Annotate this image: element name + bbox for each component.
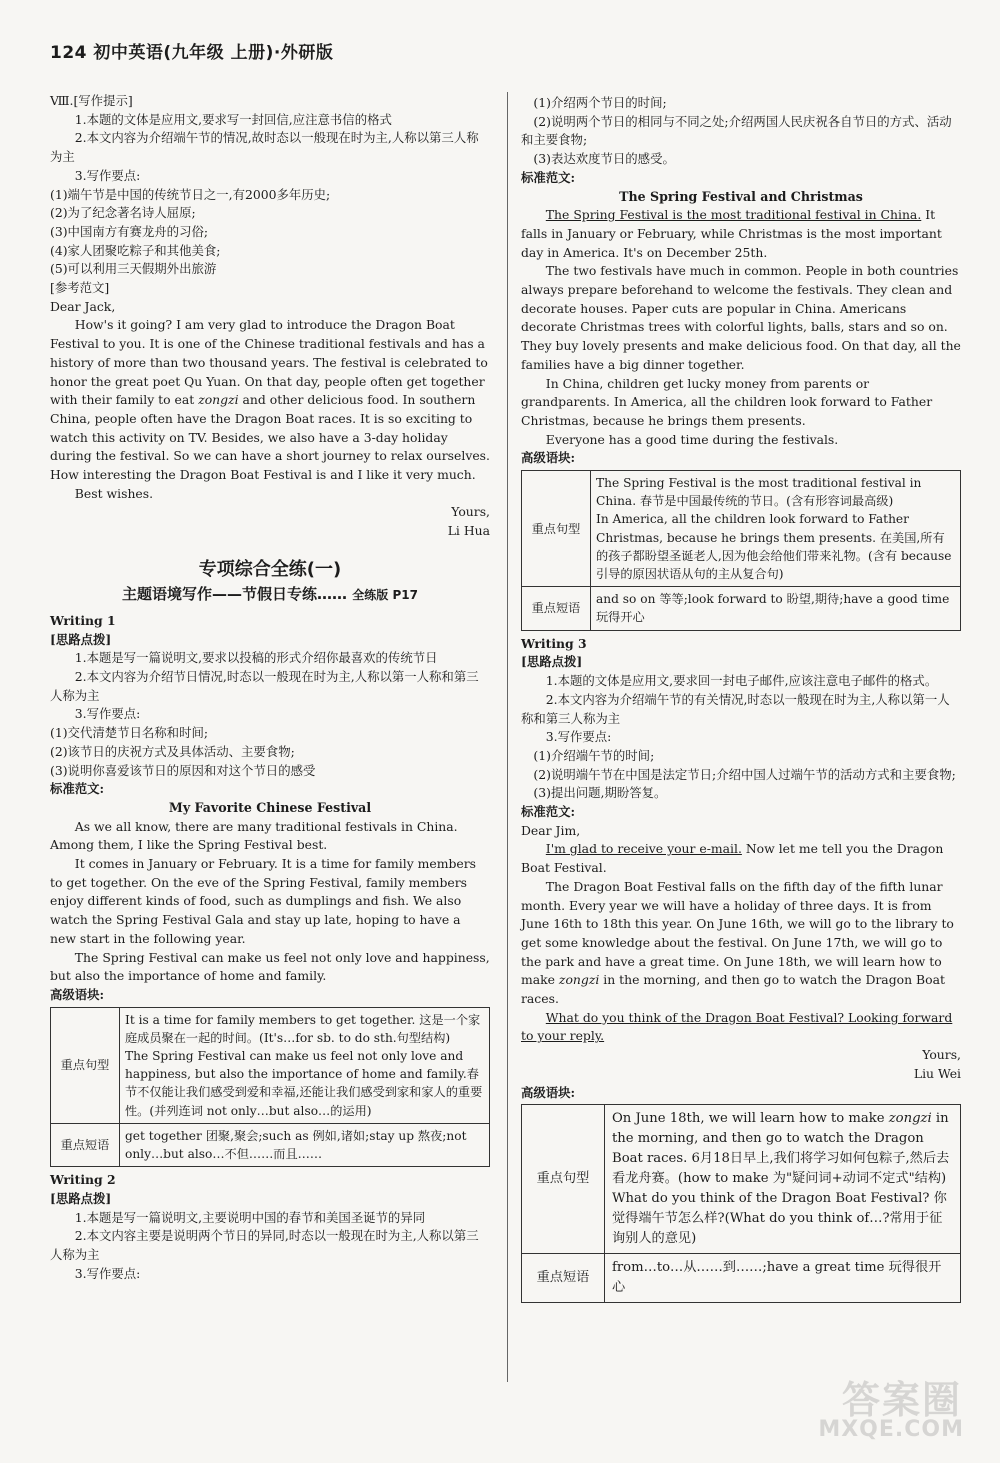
advanced-label: 高级语块: (50, 986, 105, 1002)
writing2-label: Writing 2 (50, 1172, 116, 1188)
tip-line: 3.写作要点: (545, 729, 612, 745)
tip-line: 2.本文内容主要是说明两个节日的异同,时态以一般现在时为主,人称以第三人称为主 (50, 1228, 479, 1263)
watermark-text: 答案圈 (841, 1378, 962, 1422)
letter-signer: Li Hua (447, 523, 490, 539)
page-header: 124 初中英语(九年级 上册)·外研版 (50, 43, 334, 63)
tip-line: 2.本文内容为介绍端午节的情况,故时态以一般现在时为主,人称以第三人称为主 (50, 130, 479, 165)
table-row (51, 1123, 490, 1166)
reference-label: [参考范文] (50, 280, 110, 296)
writing3-label: Writing 3 (521, 635, 587, 651)
tip-line: 1.本题的文体是应用文,要求写一封回信,应注意书信的格式 (74, 111, 392, 127)
tip-line: (3)表达欢度节日的感受。 (533, 151, 675, 167)
left-column (50, 92, 490, 1283)
tip-line: (3)中国南方有赛龙舟的习俗; (50, 223, 209, 239)
tip-label: [思路点拨] (50, 631, 112, 647)
tip-line: (1)介绍两个节日的时间; (533, 95, 667, 110)
tip-line: 1.本题是写一篇说明文,主要说明中国的春节和美国圣诞节的异同 (74, 1209, 426, 1225)
tip-line: (3)提出问题,期盼答复。 (533, 785, 667, 801)
row-head: 重点短语 (51, 1123, 120, 1166)
tip-line: (2)说明端午节在中国是法定节日;介绍中国人过端午节的活动方式和主要食物; (533, 766, 956, 782)
letter-yours: Yours, (451, 504, 490, 520)
section-subtitle: 主题语境写作——节假日专练…… 全练版 P17 (122, 584, 418, 603)
tip-line: (2)该节日的庆祝方式及具体活动、主要食物; (50, 743, 295, 759)
essay-paragraph: As we all know, there are many traditional festivals in China. Among them, I like the Spring Festival best. (50, 818, 458, 853)
tip-label: [思路点拨] (50, 1190, 112, 1206)
table-row (51, 1007, 490, 1123)
section-label: Ⅷ.[写作提示] (50, 93, 133, 108)
right-column (521, 94, 961, 1307)
watermark-url: MXQE.COM (818, 1417, 964, 1442)
tip-line: (1)介绍端午节的时间; (533, 747, 655, 763)
row-head: 重点句型 (51, 1007, 120, 1123)
essay-paragraph: Everyone has a good time during the festivals. (545, 431, 839, 447)
tip-line: 3.写作要点: (74, 1265, 141, 1281)
row-content: The Spring Festival is the most traditional festival in China. 春节是中国最传统的节日。(含有形容词最高级) In America, all the children look forward to Father Christmas, because he brings them presents. 在美国,所有的孩子都盼望圣诞老人,因为他会给他们带来礼物。(含有 because 引导的原因状语从句的主从复合句) (591, 471, 961, 587)
advanced-label: 高级语块: (521, 1084, 576, 1100)
essay-paragraph: The Spring Festival can make us feel not only love and happiness, but also the importance of home and family. (50, 949, 490, 984)
table-row (522, 1254, 961, 1303)
tip-line: 1.本题的文体是应用文,要求回一封电子邮件,应该注意电子邮件的格式。 (545, 673, 938, 689)
tip-line: (3)说明你喜爱该节日的原因和对这个节日的感受 (50, 762, 316, 778)
tip-line: 1.本题是写一篇说明文,要求以投稿的形式介绍你最喜欢的传统节日 (74, 650, 438, 666)
essay-paragraph: The Spring Festival is the most traditional festival in China. It falls in January or February, while Christmas is the most important day in America. It's on December 25th. (521, 207, 942, 260)
row-content: get together 团聚,聚会;such as 例如,诸如;stay up 熬夜;not only…but also…不但……而且…… (120, 1123, 490, 1166)
tip-line: 3.写作要点: (74, 167, 141, 183)
letter-signer: Liu Wei (913, 1065, 961, 1081)
standard-label: 标准范文: (50, 781, 105, 797)
advanced-label: 高级语块: (521, 450, 576, 466)
essay-paragraph: The two festivals have much in common. People in both countries always prepare beforehand to welcome the festivals. They clean and decorate houses. Paper cuts are popular in China. Americans decorate Christmas trees with colorful lights, balls, stars and so on. They buy lovely presents and make delicious food. On that day, all the families have a big dinner together. (521, 263, 961, 372)
row-head: 重点短语 (522, 1254, 605, 1303)
column-divider (507, 92, 508, 1382)
essay-paragraph: It comes in January or February. It is a time for family members to get together. On the eve of the Spring Festival, family members enjoy different kinds of food, such as dumplings and fish. We also watch the Spring Festival Gala and stay up late, hoping to have a new start in the following year. (50, 856, 477, 946)
tip-line: 2.本文内容为介绍节日情况,时态以一般现在时为主,人称以第一人称和第三人称为主 (50, 668, 479, 703)
letter-paragraph: The Dragon Boat Festival falls on the fifth day of the fifth lunar month. Every year we will have a holiday of three days. It is from June 16th to 18th this year. On June 16th, we will go to the library to get some knowledge about the festival. On June 17th, we will go to the park and have a great time. On June 18th, we will learn how to make zongzi in the morning, and then go to watch the Dragon Boat races. (521, 878, 954, 1007)
tip-line: (2)为了纪念著名诗人屈原; (50, 205, 196, 221)
tip-line: (4)家人团聚吃粽子和其他美食; (50, 242, 221, 258)
row-content: On June 18th, we will learn how to make zongzi in the morning, and then go to watch the Dragon Boat races. 6月18日早上,我们将学习如何包粽子,然后去看龙舟赛。(how to make 为"疑问词+动词不定式"结构) What do you think of the Dragon Boat Festival? 你觉得端午节怎么样?(What do you think of…?常用于征询别人的意见) (605, 1105, 961, 1254)
advanced-table (521, 470, 961, 631)
table-row (522, 471, 961, 587)
tip-line: 3.写作要点: (74, 706, 141, 722)
tip-label: [思路点拨] (521, 654, 583, 670)
tip-line: (5)可以利用三天假期外出旅游 (50, 261, 217, 277)
tip-line: (1)交代清楚节日名称和时间; (50, 725, 209, 741)
row-head: 重点短语 (522, 587, 591, 630)
tip-line: (1)端午节是中国的传统节日之一,有2000多年历史; (50, 186, 331, 202)
essay-title: My Favorite Chinese Festival (168, 799, 372, 815)
watermark-logo (820, 1369, 970, 1449)
row-head: 重点句型 (522, 1105, 605, 1254)
letter-closing: Best wishes. (74, 485, 154, 501)
row-content: from…to…从……到……;have a great time 玩得很开心 (605, 1254, 961, 1303)
advanced-table (50, 1007, 490, 1168)
table-row (522, 1105, 961, 1254)
letter-paragraph: I'm glad to receive your e-mail. Now let me tell you the Dragon Boat Festival. (521, 841, 944, 876)
row-content: and so on 等等;look forward to 盼望,期待;have a good time 玩得开心 (591, 587, 961, 630)
standard-label: 标准范文: (521, 804, 576, 820)
section-title: 专项综合全练(一) (198, 558, 342, 580)
letter-paragraph: What do you think of the Dragon Boat Festival? Looking forward to your reply. (521, 1009, 953, 1044)
essay-paragraph: In China, children get lucky money from parents or grandparents. In America, all the children look forward to Father Christmas, because he brings them presents. (521, 375, 933, 428)
row-content: It is a time for family members to get together. 这是一个家庭成员聚在一起的时间。(It's…for sb. to do sth.句型结构) The Spring Festival can make us feel not only love and happiness, but also the importance of home and family.春节不仅能让我们感受到爱和幸福,还能让我们感受到家和家人的重要性。(并列连词 not only…but also…的运用) (120, 1007, 490, 1123)
letter-body: How's it going? I am very glad to introduce the Dragon Boat Festival to you. It is one of the Chinese traditional festivals and has a history of more than two thousand years. The festival is celebrated to honor the great poet Qu Yuan. On that day, people often get together with their family to eat zongzi and other delicious food. In southern China, people often have the Dragon Boat races. It is so exciting to watch this activity on TV. Besides, we also have a 3-day holiday during the festival. So we can have a short journey to relax ourselves. How interesting the Dragon Boat Festival is and I like it very much. (50, 317, 490, 483)
tip-line: (2)说明两个节日的相同与不同之处;介绍两国人民庆祝各自节日的方式、活动和主要食物; (521, 113, 952, 148)
writing1-label: Writing 1 (50, 612, 116, 628)
standard-label: 标准范文: (521, 169, 576, 185)
table-row (522, 587, 961, 630)
row-head: 重点句型 (522, 471, 591, 587)
advanced-table (521, 1104, 961, 1303)
tip-line: 2.本文内容为介绍端午节的有关情况,时态以一般现在时为主,人称以第一人称和第三人称为主 (521, 691, 950, 726)
letter-yours: Yours, (922, 1047, 961, 1063)
letter-greeting: Dear Jim, (521, 822, 581, 838)
essay-title: The Spring Festival and Christmas (619, 188, 863, 204)
letter-greeting: Dear Jack, (50, 298, 116, 314)
